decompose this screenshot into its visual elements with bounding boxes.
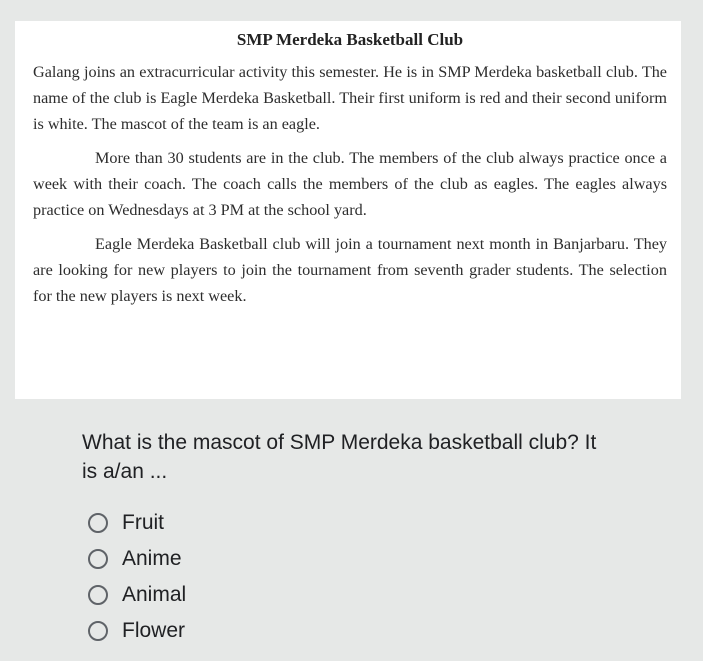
option-fruit[interactable] (88, 505, 186, 541)
passage-paragraph-2: More than 30 students are in the club. The members of the club always practice once a week with their coach. The coach calls the members of the club as eagles. The eagles always practice on Wednesdays at 3 PM at the school yard. (33, 149, 667, 219)
radio-button-icon[interactable] (88, 513, 108, 533)
option-animal[interactable] (88, 577, 186, 613)
passage-paragraph-3: Eagle Merdeka Basketball club will join a tournament next month in Banjarbaru. They are looking for new players to join the tournament from seventh grader students. The selection for the new players is next week. (33, 235, 667, 305)
question-text: What is the mascot of SMP Merdeka basketball club? It is a/an ... (82, 431, 597, 483)
option-label: Fruit (122, 511, 164, 534)
option-flower[interactable] (88, 613, 186, 649)
option-label: Anime (122, 547, 182, 570)
passage-paragraph-1: Galang joins an extracurricular activity this semester. He is in SMP Merdeka basketball club. The name of the club is Eagle Merdeka Basketball. Their first uniform is red and their second uniform is white. The mascot of the team is an eagle. (33, 63, 667, 133)
option-label: Flower (122, 619, 186, 642)
radio-button-icon[interactable] (88, 549, 108, 569)
reading-passage-card (15, 21, 681, 399)
option-label: Animal (122, 583, 187, 606)
passage-title: SMP Merdeka Basketball Club (236, 30, 464, 49)
radio-button-icon[interactable] (88, 585, 108, 605)
answer-options (88, 505, 186, 649)
radio-button-icon[interactable] (88, 621, 108, 641)
option-anime[interactable] (88, 541, 186, 577)
